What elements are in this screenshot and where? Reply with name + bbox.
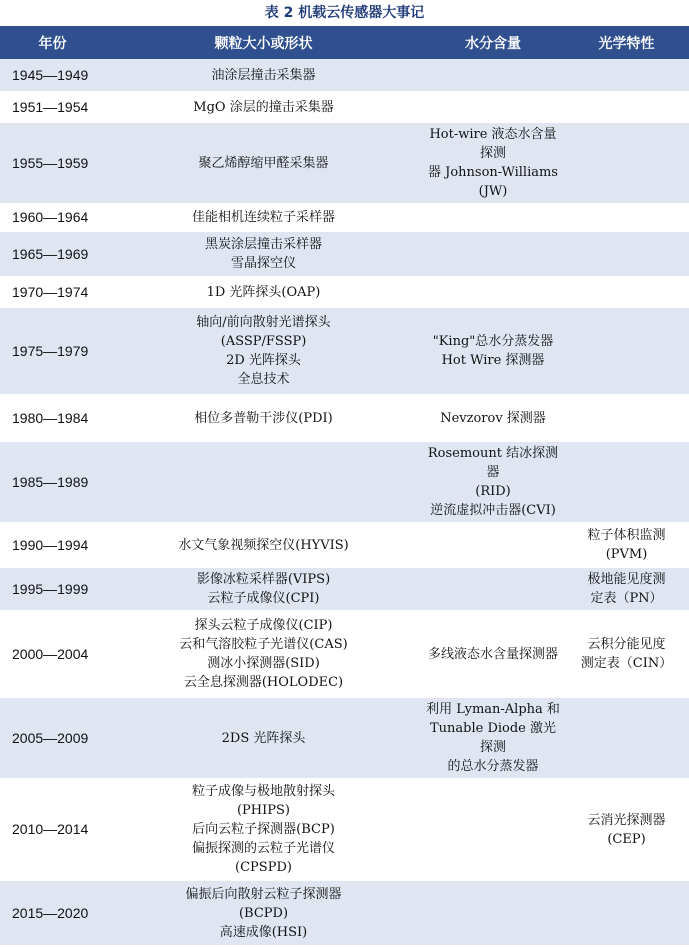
- size-line: 油涂层撞击采集器: [211, 67, 316, 83]
- table-row: [0, 697, 689, 779]
- size-line: MgO 涂层的撞击采集器: [193, 99, 334, 115]
- year-cell: 1970—1974: [0, 277, 105, 307]
- optical-cell: [564, 611, 689, 697]
- water-cell: [422, 204, 564, 231]
- table-row: [0, 231, 689, 277]
- water-cell: [422, 59, 564, 92]
- table-row: [0, 59, 689, 92]
- table-row: [0, 277, 689, 307]
- size-line: 偏振后向散射云粒子探测器: [185, 886, 342, 902]
- optical-cell: [564, 880, 689, 946]
- water-line: "King"总水分蒸发器: [432, 334, 554, 349]
- size-line: 全息技术: [237, 372, 290, 387]
- optical-line: 定表（PN）: [590, 591, 663, 606]
- size-cell: [105, 277, 422, 307]
- optical-cell: [564, 567, 689, 611]
- size-line: (PHIPS): [236, 803, 290, 818]
- optical-line: 云消光探测器: [587, 812, 666, 828]
- size-cell: [105, 697, 422, 779]
- size-cell: [105, 122, 422, 204]
- optical-cell: [564, 122, 689, 204]
- size-line: 聚乙烯醇缩甲醛采集器: [198, 155, 329, 171]
- size-cell: [105, 779, 422, 880]
- table-row: [0, 779, 689, 880]
- size-line: 佳能相机连续粒子采样器: [191, 210, 335, 225]
- size-line: (BCPD): [238, 905, 289, 921]
- size-line: 测冰小探测器(SID): [207, 656, 320, 671]
- optical-cell: [564, 395, 689, 441]
- year-cell: 1955—1959: [0, 122, 105, 204]
- table-row: [0, 122, 689, 204]
- optical-cell: [564, 204, 689, 231]
- optical-cell: [564, 307, 689, 395]
- year-cell: 1960—1964: [0, 204, 105, 231]
- table-row: [0, 395, 689, 441]
- size-cell: [105, 523, 422, 567]
- year-cell: 1945—1949: [0, 59, 105, 92]
- size-cell: [105, 441, 422, 523]
- year-cell: 1980—1984: [0, 395, 105, 441]
- optical-cell: [564, 277, 689, 307]
- size-line: 黑炭涂层撞击采样器: [204, 237, 322, 252]
- water-cell: [422, 307, 564, 395]
- size-line: 相位多普勒干涉仪(PDI): [194, 410, 333, 426]
- table-row: [0, 523, 689, 567]
- water-cell: [422, 697, 564, 779]
- water-line: 利用 Lyman-Alpha 和: [426, 702, 560, 717]
- water-cell: [422, 523, 564, 567]
- optical-line: (PVM): [605, 547, 648, 562]
- table-row: [0, 611, 689, 697]
- size-line: 2D 光阵探头: [226, 353, 301, 368]
- water-cell: [422, 122, 564, 204]
- year-cell: 2005—2009: [0, 697, 105, 779]
- water-line: Tunable Diode 激光探测: [429, 721, 557, 755]
- water-cell: [422, 567, 564, 611]
- size-cell: [105, 59, 422, 92]
- water-cell: [422, 779, 564, 880]
- optical-line: (CEP): [607, 831, 646, 847]
- year-cell: 2000—2004: [0, 611, 105, 697]
- size-line: 1D 光阵探头(OAP): [206, 284, 321, 300]
- size-line: 粒子成像与极地散射探头: [191, 784, 335, 799]
- year-cell: 1975—1979: [0, 307, 105, 395]
- size-line: 后向云粒子探测器(BCP): [192, 822, 335, 837]
- water-cell: [422, 277, 564, 307]
- size-line: 高速成像(HSI): [219, 924, 308, 940]
- table-row: [0, 441, 689, 523]
- optical-cell: [564, 231, 689, 277]
- water-line: Nevzorov 探测器: [440, 410, 546, 426]
- water-line: 逆流虚拟冲击器(CVI): [430, 503, 556, 518]
- size-cell: [105, 395, 422, 441]
- optical-line: 极地能见度测: [587, 572, 666, 587]
- size-line: 雪晶探空仪: [230, 256, 296, 271]
- year-cell: 1990—1994: [0, 523, 105, 567]
- optical-line: 云积分能见度: [587, 637, 666, 652]
- water-line: 多线液态水含量探测器: [427, 646, 558, 662]
- size-cell: [105, 92, 422, 122]
- optical-cell: [564, 441, 689, 523]
- year-cell: 2010—2014: [0, 779, 105, 880]
- year-cell: 2015—2020: [0, 880, 105, 946]
- optical-cell: [564, 59, 689, 92]
- water-cell: [422, 231, 564, 277]
- size-line: (ASSP/FSSP): [220, 334, 307, 349]
- size-cell: [105, 880, 422, 946]
- water-cell: [422, 611, 564, 697]
- water-line: Rosemount 结冰探测器: [427, 446, 559, 480]
- year-cell: 1951—1954: [0, 92, 105, 122]
- size-line: 云粒子成像仪(CPI): [207, 591, 320, 606]
- size-cell: [105, 307, 422, 395]
- header-row: [0, 26, 689, 59]
- water-line: Hot-wire 液态水含量探测: [429, 127, 557, 161]
- water-line: 器 Johnson-Williams (JW): [428, 165, 558, 199]
- optical-cell: [564, 523, 689, 567]
- header-particle-size: 颗粒大小或形状: [105, 26, 422, 59]
- water-cell: [422, 395, 564, 441]
- size-line: 水文气象视频探空仪(HYVIS): [178, 537, 349, 553]
- optical-cell: [564, 92, 689, 122]
- size-line: 偏振探测的云粒子光谱仪: [191, 841, 335, 856]
- size-line: 探头云粒子成像仪(CIP): [194, 618, 333, 633]
- size-cell: [105, 611, 422, 697]
- optical-cell: [564, 697, 689, 779]
- water-cell: [422, 92, 564, 122]
- table-row: [0, 880, 689, 946]
- size-line: 云全息探测器(HOLODEC): [183, 675, 344, 690]
- optical-cell: [564, 779, 689, 880]
- table-title: 表 2 机载云传感器大事记: [264, 5, 425, 21]
- optical-line: 测定表（CIN）: [580, 656, 673, 671]
- size-line: 2DS 光阵探头: [221, 730, 306, 746]
- table-row: [0, 204, 689, 231]
- water-cell: [422, 880, 564, 946]
- size-line: 影像冰粒采样器(VIPS): [196, 572, 331, 587]
- water-line: (RID): [475, 484, 511, 499]
- water-line: 的总水分蒸发器: [447, 759, 539, 774]
- size-cell: [105, 567, 422, 611]
- header-year: 年份: [0, 26, 105, 59]
- year-cell: 1965—1969: [0, 231, 105, 277]
- optical-line: 粒子体积监测: [587, 528, 666, 543]
- water-cell: [422, 441, 564, 523]
- size-cell: [105, 204, 422, 231]
- year-cell: 1985—1989: [0, 441, 105, 523]
- year-cell: 1995—1999: [0, 567, 105, 611]
- size-line: (CPSPD): [235, 860, 292, 875]
- size-cell: [105, 231, 422, 277]
- size-line: 云和气溶胶粒子光谱仪(CAS): [179, 637, 348, 652]
- water-line: Hot Wire 探测器: [441, 353, 545, 368]
- header-water-content: 水分含量: [422, 26, 564, 59]
- size-line: 轴向/前向散射光谱探头: [196, 315, 331, 330]
- table-row: [0, 307, 689, 395]
- sensor-timeline-table: [0, 26, 689, 947]
- header-optical: 光学特性: [564, 26, 689, 59]
- table-row: [0, 92, 689, 122]
- table-row: [0, 567, 689, 611]
